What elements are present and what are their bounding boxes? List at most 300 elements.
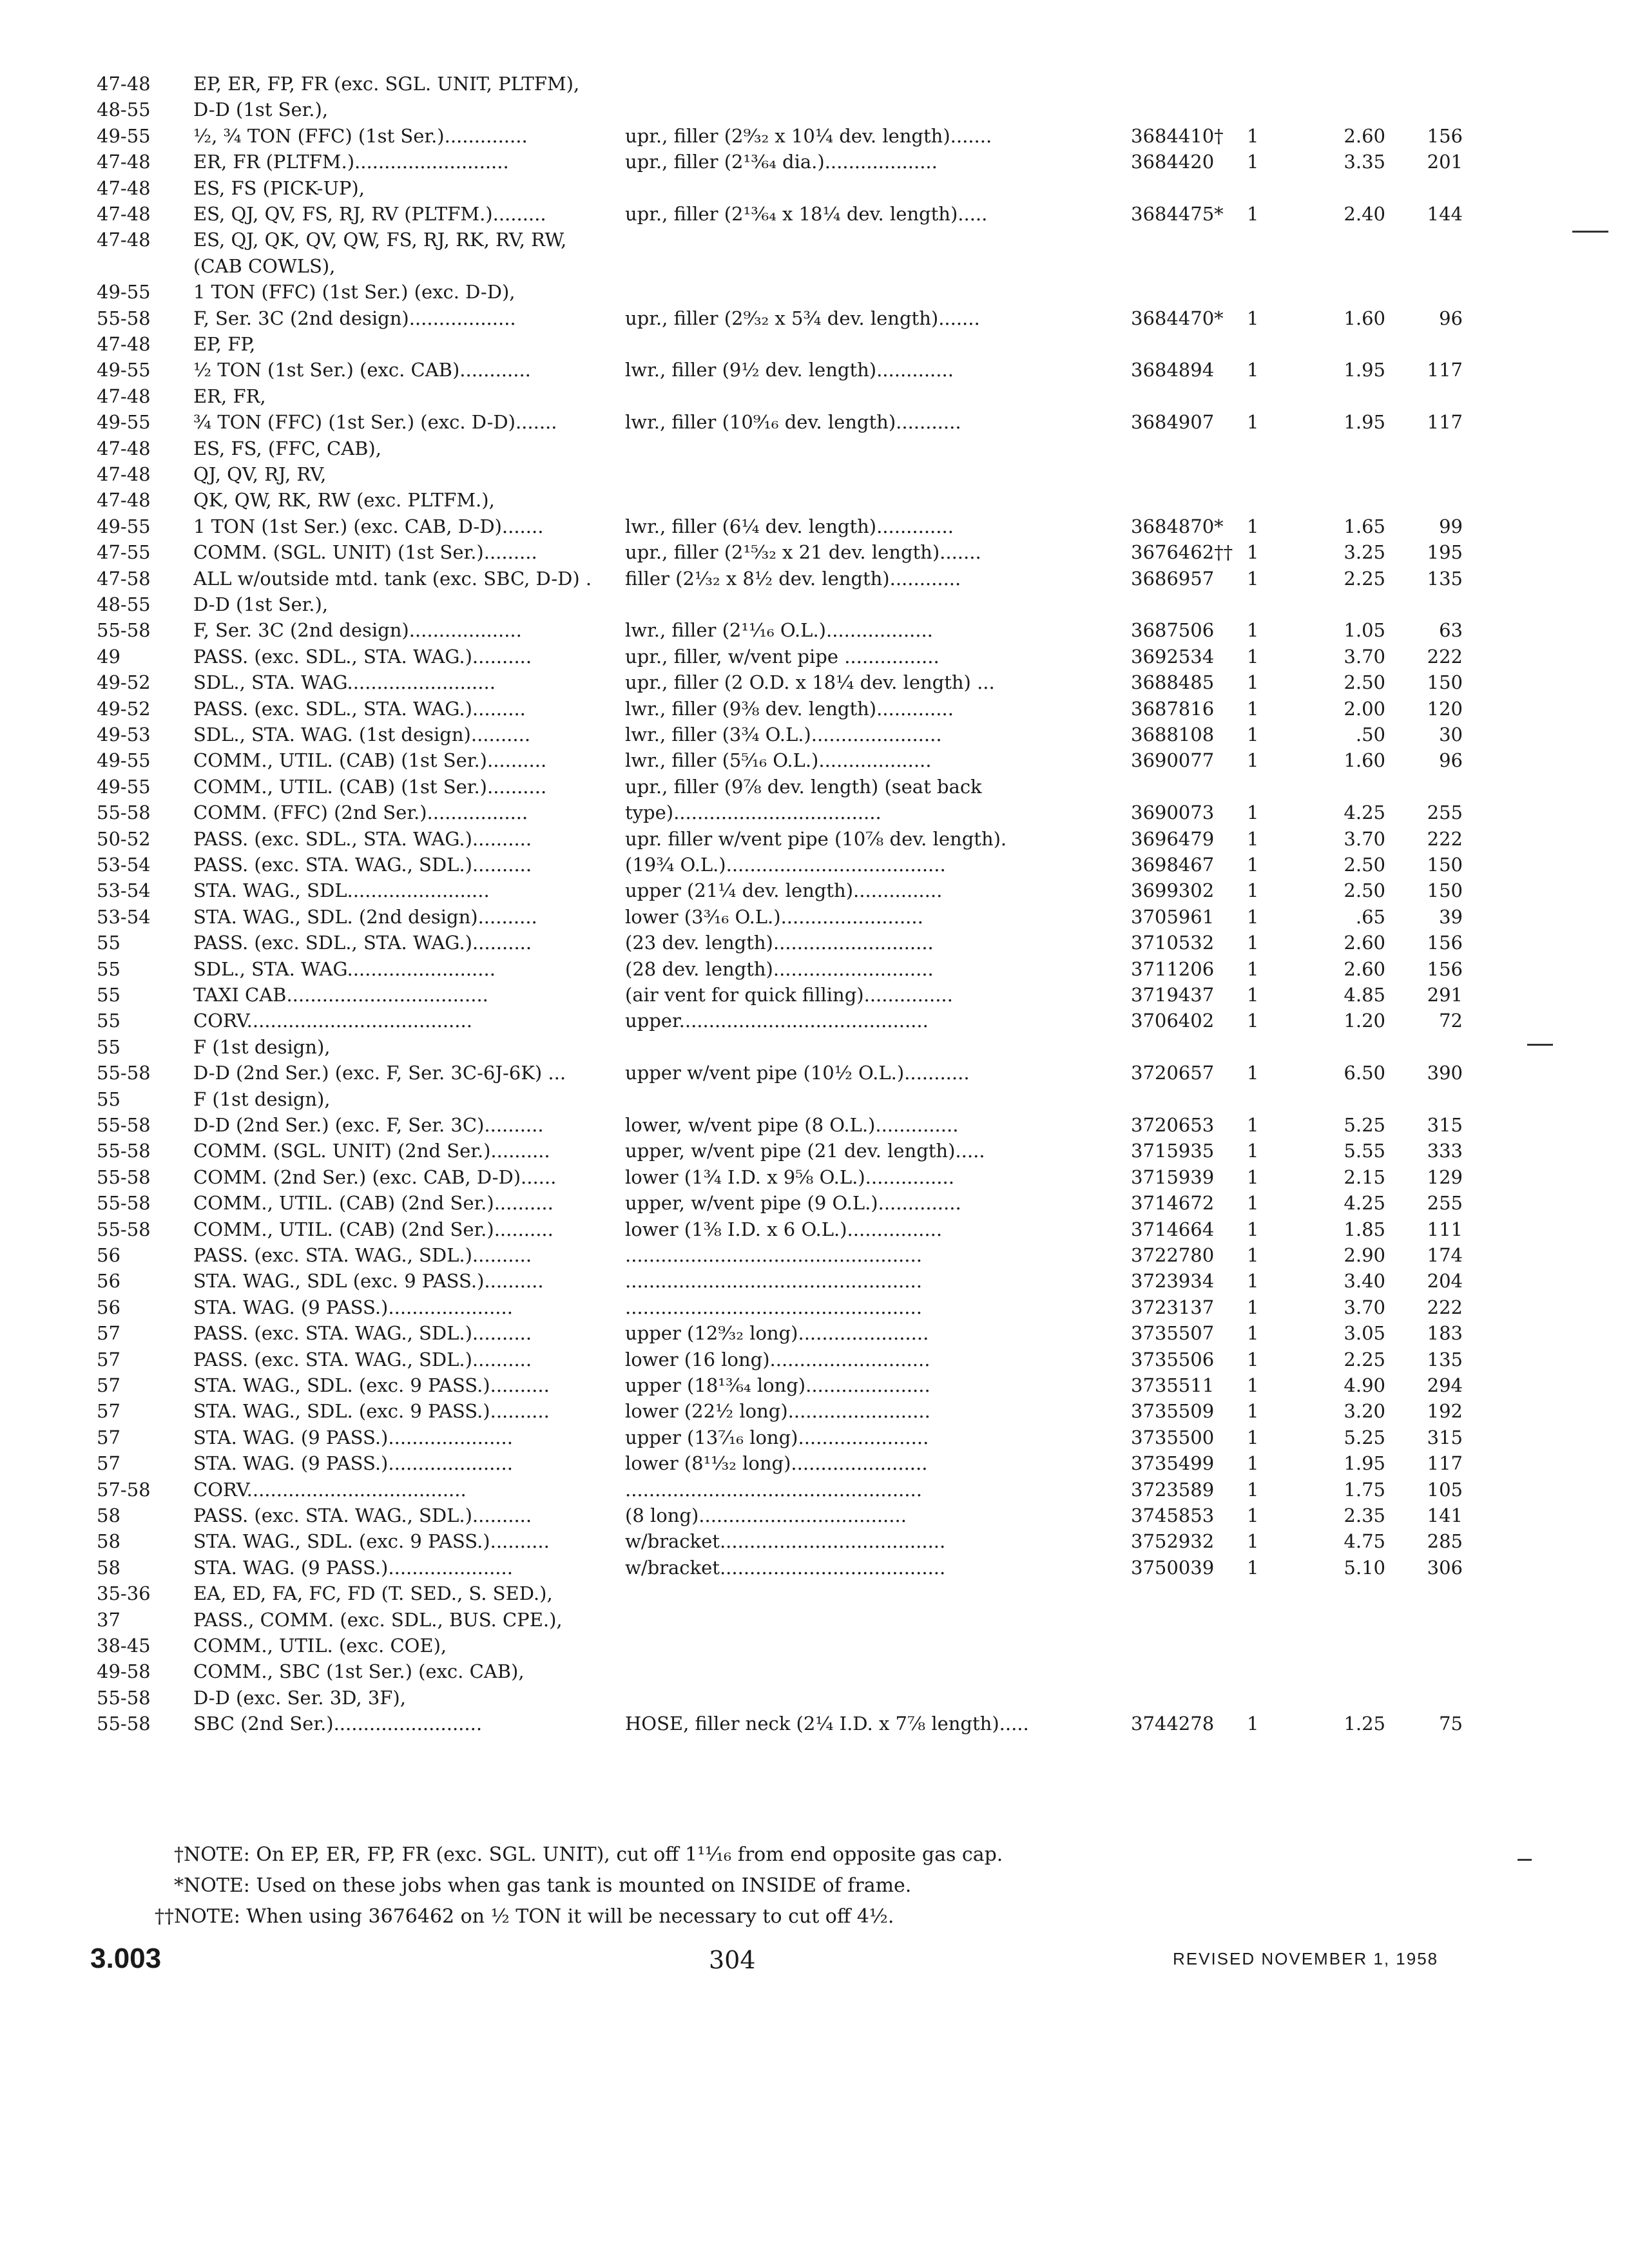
parts-row xyxy=(0,720,1629,749)
row-price: 2.60 xyxy=(1344,957,1385,980)
parts-row xyxy=(0,95,1629,124)
row-years: 53-54 xyxy=(97,879,151,902)
row-description: (19¾ O.L.)..................................... xyxy=(625,854,946,876)
parts-row xyxy=(0,226,1629,254)
row-part-number: 3690073 xyxy=(1131,802,1215,824)
row-list-code: 390 xyxy=(1427,1062,1463,1084)
row-list-code: 111 xyxy=(1427,1218,1463,1240)
row-description: .................................................. xyxy=(625,1478,922,1501)
parts-row xyxy=(0,330,1629,358)
row-years: 47-48 xyxy=(97,385,151,407)
row-years: 55-58 xyxy=(97,1192,151,1215)
row-part-number: 3735511 xyxy=(1131,1374,1215,1396)
row-years: 47-48 xyxy=(97,489,151,512)
row-models: PASS. (exc. STA. WAG., SDL.).......... xyxy=(193,1322,532,1345)
parts-row xyxy=(0,798,1629,827)
row-price: 2.60 xyxy=(1344,932,1385,954)
section-number: 3.003 xyxy=(90,1943,162,1974)
row-years: 56 xyxy=(97,1244,120,1266)
row-list-code: 117 xyxy=(1427,411,1463,434)
row-years: 56 xyxy=(97,1270,120,1293)
row-part-number: 3684907 xyxy=(1131,411,1215,434)
row-price: 1.65 xyxy=(1344,515,1385,537)
row-models: CORV..................................... xyxy=(193,1478,467,1501)
row-quantity: 1 xyxy=(1247,827,1259,850)
row-price: .50 xyxy=(1355,724,1385,745)
row-list-code: 156 xyxy=(1427,957,1463,980)
row-years: 35-36 xyxy=(97,1582,151,1605)
row-years: 49-55 xyxy=(97,411,151,434)
parts-row xyxy=(0,876,1629,905)
row-part-number: 3714664 xyxy=(1131,1218,1215,1240)
parts-row xyxy=(0,1684,1629,1712)
parts-row xyxy=(0,1059,1629,1087)
row-description: upr., filler (2¹⁵⁄₃₂ x 21 dev. length)....... xyxy=(625,541,981,564)
parts-row xyxy=(0,512,1629,541)
row-description: upr., filler (2¹³⁄₆₄ dia.)................... xyxy=(625,151,938,173)
row-list-code: 333 xyxy=(1427,1140,1463,1162)
row-description: upr., filler (2⁹⁄₃₂ x 10¼ dev. length)....... xyxy=(625,124,992,147)
parts-row xyxy=(0,1606,1629,1634)
row-models: COMM. (SGL. UNIT) (2nd Ser.).......... xyxy=(193,1140,550,1162)
parts-row xyxy=(0,408,1629,436)
row-list-code: 204 xyxy=(1427,1270,1463,1293)
row-part-number: 3744278 xyxy=(1131,1713,1215,1735)
parts-row xyxy=(0,642,1629,671)
row-years: 47-48 xyxy=(97,333,151,355)
row-part-number: 3714672 xyxy=(1131,1192,1215,1215)
row-price: 3.40 xyxy=(1344,1270,1385,1293)
row-description: upper (18¹³⁄₆₄ long)..................... xyxy=(625,1374,930,1396)
row-price: 3.05 xyxy=(1344,1322,1385,1345)
row-models: (CAB COWLS), xyxy=(193,255,336,277)
row-years: 55 xyxy=(97,984,120,1006)
row-description: lower (8¹¹⁄₃₂ long)....................... xyxy=(625,1452,928,1475)
parts-row xyxy=(0,434,1629,463)
row-description: upper, w/vent pipe (9 O.L.).............. xyxy=(625,1192,961,1215)
parts-row xyxy=(0,382,1629,410)
row-part-number: 3698467 xyxy=(1131,854,1215,876)
row-quantity: 1 xyxy=(1247,697,1259,720)
row-list-code: 135 xyxy=(1427,1348,1463,1370)
row-years: 57 xyxy=(97,1374,120,1396)
row-price: 5.25 xyxy=(1344,1114,1385,1136)
row-years: 55-58 xyxy=(97,619,151,642)
row-models: STA. WAG. (9 PASS.)..................... xyxy=(193,1556,513,1579)
row-list-code: 129 xyxy=(1427,1166,1463,1188)
row-quantity: 1 xyxy=(1247,1244,1259,1266)
row-description: (23 dev. length)........................... xyxy=(625,932,934,954)
row-description: lwr., filler (2¹¹⁄₁₆ O.L.).................. xyxy=(625,619,933,642)
margin-mark xyxy=(1572,231,1608,233)
parts-row xyxy=(0,304,1629,332)
row-list-code: 255 xyxy=(1427,802,1463,824)
parts-row xyxy=(0,278,1629,306)
row-quantity: 1 xyxy=(1247,1218,1259,1240)
row-quantity: 1 xyxy=(1247,879,1259,902)
row-models: PASS., COMM. (exc. SDL., BUS. CPE.), xyxy=(193,1608,563,1631)
row-price: 5.55 xyxy=(1344,1140,1385,1162)
row-models: EP, FP, xyxy=(193,333,256,355)
row-models: PASS. (exc. STA. WAG., SDL.).......... xyxy=(193,854,532,876)
row-models: PASS. (exc. SDL., STA. WAG.).......... xyxy=(193,932,532,954)
row-list-code: 192 xyxy=(1427,1400,1463,1423)
row-description: (28 dev. length)........................... xyxy=(625,957,934,980)
row-list-code: 195 xyxy=(1427,541,1463,564)
row-years: 48-55 xyxy=(97,99,151,121)
row-part-number: 3684410† xyxy=(1131,124,1224,147)
row-part-number: 3710532 xyxy=(1131,932,1215,954)
parts-row xyxy=(0,1631,1629,1660)
row-years: 55-58 xyxy=(97,1218,151,1240)
parts-row xyxy=(0,1345,1629,1374)
row-part-number: 3705961 xyxy=(1131,905,1215,928)
parts-row xyxy=(0,1527,1629,1555)
row-models: PASS. (exc. SDL., STA. WAG.)......... xyxy=(193,697,526,720)
row-price: 4.90 xyxy=(1344,1374,1385,1396)
row-models: STA. WAG., SDL. (exc. 9 PASS.).......... xyxy=(193,1530,550,1553)
row-list-code: 315 xyxy=(1427,1114,1463,1136)
row-models: COMM., UTIL. (exc. COE), xyxy=(193,1635,447,1657)
row-quantity: 1 xyxy=(1247,567,1259,590)
row-years: 49-55 xyxy=(97,124,151,147)
row-models: STA. WAG., SDL........................ xyxy=(193,879,490,902)
parts-row xyxy=(0,1215,1629,1244)
row-models: COMM., UTIL. (CAB) (1st Ser.).......... xyxy=(193,749,547,772)
parts-row xyxy=(0,1423,1629,1452)
row-quantity: 1 xyxy=(1247,1166,1259,1188)
row-years: 49-55 xyxy=(97,515,151,537)
row-price: 2.25 xyxy=(1344,567,1385,590)
row-quantity: 1 xyxy=(1247,1192,1259,1215)
row-quantity: 1 xyxy=(1247,619,1259,642)
parts-row xyxy=(0,1397,1629,1425)
row-price: 2.40 xyxy=(1344,203,1385,225)
row-quantity: 1 xyxy=(1247,1062,1259,1084)
row-list-code: 96 xyxy=(1439,749,1463,772)
row-price: 1.25 xyxy=(1344,1713,1385,1735)
row-quantity: 1 xyxy=(1247,151,1259,173)
row-description: upr., filler (2¹³⁄₆₄ x 18¼ dev. length)..... xyxy=(625,203,988,225)
row-models: COMM., UTIL. (CAB) (1st Ser.).......... xyxy=(193,775,547,798)
parts-row xyxy=(0,1501,1629,1530)
row-quantity: 1 xyxy=(1247,124,1259,147)
row-list-code: 315 xyxy=(1427,1426,1463,1448)
row-quantity: 1 xyxy=(1247,1140,1259,1162)
row-list-code: 255 xyxy=(1427,1192,1463,1215)
row-list-code: 222 xyxy=(1427,1296,1463,1318)
row-price: 2.60 xyxy=(1344,124,1385,147)
row-price: .65 xyxy=(1355,905,1385,928)
parts-row xyxy=(0,903,1629,931)
row-quantity: 1 xyxy=(1247,1556,1259,1579)
parts-row xyxy=(0,200,1629,228)
row-models: COMM. (SGL. UNIT) (1st Ser.)......... xyxy=(193,541,537,564)
row-models: COMM., UTIL. (CAB) (2nd Ser.).......... xyxy=(193,1192,554,1215)
row-quantity: 1 xyxy=(1247,1114,1259,1136)
row-list-code: 105 xyxy=(1427,1478,1463,1501)
row-part-number: 3723137 xyxy=(1131,1296,1215,1318)
row-quantity: 1 xyxy=(1247,541,1259,564)
row-price: 1.95 xyxy=(1344,411,1385,434)
parts-row xyxy=(0,1475,1629,1504)
row-price: 2.50 xyxy=(1344,671,1385,694)
row-price: 3.70 xyxy=(1344,827,1385,850)
parts-row xyxy=(0,1163,1629,1191)
row-description: lower, w/vent pipe (8 O.L.).............. xyxy=(625,1114,959,1136)
row-description: type)................................... xyxy=(625,802,882,824)
row-models: ALL w/outside mtd. tank (exc. SBC, D-D) . xyxy=(193,567,592,590)
row-models: COMM., SBC (1st Ser.) (exc. CAB), xyxy=(193,1660,525,1683)
row-models: STA. WAG., SDL. (exc. 9 PASS.).......... xyxy=(193,1374,550,1396)
row-years: 55 xyxy=(97,957,120,980)
row-years: 53-54 xyxy=(97,854,151,876)
row-list-code: 222 xyxy=(1427,645,1463,668)
row-part-number: 3684420 xyxy=(1131,151,1215,173)
row-list-code: 183 xyxy=(1427,1322,1463,1345)
row-part-number: 3752932 xyxy=(1131,1530,1215,1553)
row-description: .................................................. xyxy=(625,1244,922,1266)
row-part-number: 3720653 xyxy=(1131,1114,1215,1136)
row-list-code: 294 xyxy=(1427,1374,1463,1396)
row-description: upper, w/vent pipe (21 dev. length)..... xyxy=(625,1140,985,1162)
row-quantity: 1 xyxy=(1247,1713,1259,1735)
page-number: 304 xyxy=(709,1946,756,1974)
row-years: 55-58 xyxy=(97,1166,151,1188)
row-models: QK, QW, RK, RW (exc. PLTFM.), xyxy=(193,489,495,512)
row-years: 57 xyxy=(97,1348,120,1370)
row-models: F (1st design), xyxy=(193,1035,331,1058)
row-models: PASS. (exc. STA. WAG., SDL.).......... xyxy=(193,1244,532,1266)
row-list-code: 120 xyxy=(1427,697,1463,720)
row-models: D-D (2nd Ser.) (exc. F, Ser. 3C-6J-6K) ... xyxy=(193,1062,566,1084)
row-years: 58 xyxy=(97,1530,120,1553)
row-part-number: 3745853 xyxy=(1131,1504,1215,1526)
row-part-number: 3696479 xyxy=(1131,827,1215,850)
row-quantity: 1 xyxy=(1247,984,1259,1006)
parts-row xyxy=(0,928,1629,957)
row-years: 55 xyxy=(97,932,120,954)
row-list-code: 156 xyxy=(1427,932,1463,954)
row-years: 56 xyxy=(97,1296,120,1318)
parts-row xyxy=(0,773,1629,801)
row-price: 3.35 xyxy=(1344,151,1385,173)
parts-row xyxy=(0,1111,1629,1139)
row-part-number: 3750039 xyxy=(1131,1556,1215,1579)
row-part-number: 3688485 xyxy=(1131,671,1215,694)
row-models: ER, FR (PLTFM.).......................... xyxy=(193,151,509,173)
row-quantity: 1 xyxy=(1247,1530,1259,1553)
parts-row xyxy=(0,1293,1629,1321)
row-description: lwr., filler (3¾ O.L.)...................... xyxy=(625,724,942,745)
row-years: 49-55 xyxy=(97,359,151,381)
row-price: 5.25 xyxy=(1344,1426,1385,1448)
row-list-code: 63 xyxy=(1439,619,1463,642)
row-description: lower (16 long)........................... xyxy=(625,1348,930,1370)
row-years: 55-58 xyxy=(97,1114,151,1136)
row-price: 1.20 xyxy=(1344,1010,1385,1032)
row-models: 1 TON (FFC) (1st Ser.) (exc. D-D), xyxy=(193,281,516,303)
row-list-code: 30 xyxy=(1439,724,1463,745)
row-years: 47-48 xyxy=(97,177,151,199)
row-quantity: 1 xyxy=(1247,1296,1259,1318)
row-models: COMM. (2nd Ser.) (exc. CAB, D-D)...... xyxy=(193,1166,557,1188)
row-years: 57 xyxy=(97,1452,120,1475)
parts-row xyxy=(0,981,1629,1009)
row-years: 47-48 xyxy=(97,151,151,173)
parts-row xyxy=(0,668,1629,697)
row-list-code: 75 xyxy=(1439,1713,1463,1735)
row-quantity: 1 xyxy=(1247,1322,1259,1345)
row-part-number: 3723589 xyxy=(1131,1478,1215,1501)
row-years: 57 xyxy=(97,1426,120,1448)
parts-row xyxy=(0,1657,1629,1686)
row-quantity: 1 xyxy=(1247,932,1259,954)
row-price: 3.70 xyxy=(1344,645,1385,668)
row-price: 3.20 xyxy=(1344,1400,1385,1423)
parts-row xyxy=(0,1033,1629,1061)
row-years: 58 xyxy=(97,1556,120,1579)
parts-row xyxy=(0,460,1629,488)
row-quantity: 1 xyxy=(1247,957,1259,980)
row-part-number: 3684475* xyxy=(1131,203,1224,225)
parts-row xyxy=(0,252,1629,280)
row-part-number: 3711206 xyxy=(1131,957,1215,980)
row-years: 38-45 xyxy=(97,1635,151,1657)
row-years: 58 xyxy=(97,1504,120,1526)
row-models: STA. WAG. (9 PASS.)..................... xyxy=(193,1426,513,1448)
row-description: lwr., filler (10⁹⁄₁₆ dev. length)........... xyxy=(625,411,961,434)
parts-row xyxy=(0,1006,1629,1035)
row-models: ½, ¾ TON (FFC) (1st Ser.).............. xyxy=(193,124,528,147)
row-price: 2.50 xyxy=(1344,879,1385,902)
row-models: SDL., STA. WAG......................... xyxy=(193,671,496,694)
row-price: 2.15 xyxy=(1344,1166,1385,1188)
row-part-number: 3722780 xyxy=(1131,1244,1215,1266)
row-description: (air vent for quick filling)............... xyxy=(625,984,953,1006)
row-price: 4.25 xyxy=(1344,1192,1385,1215)
row-models: COMM., UTIL. (CAB) (2nd Ser.).......... xyxy=(193,1218,554,1240)
parts-row xyxy=(0,1553,1629,1582)
row-quantity: 1 xyxy=(1247,1374,1259,1396)
row-description: .................................................. xyxy=(625,1270,922,1293)
row-part-number: 3688108 xyxy=(1131,724,1215,745)
row-models: SDL., STA. WAG. (1st design).......... xyxy=(193,724,531,745)
row-description: lower (1⅜ I.D. x 6 O.L.)................ xyxy=(625,1218,943,1240)
row-price: 1.60 xyxy=(1344,749,1385,772)
row-models: ¾ TON (FFC) (1st Ser.) (exc. D-D)....... xyxy=(193,411,557,434)
row-quantity: 1 xyxy=(1247,411,1259,434)
row-list-code: 285 xyxy=(1427,1530,1463,1553)
row-quantity: 1 xyxy=(1247,307,1259,329)
parts-row xyxy=(0,122,1629,150)
row-models: ER, FR, xyxy=(193,385,266,407)
row-models: ES, QJ, QK, QV, QW, FS, RJ, RK, RV, RW, xyxy=(193,229,567,251)
row-price: 2.50 xyxy=(1344,854,1385,876)
row-years: 47-58 xyxy=(97,567,151,590)
row-price: 1.95 xyxy=(1344,359,1385,381)
row-years: 47-48 xyxy=(97,437,151,459)
row-models: PASS. (exc. STA. WAG., SDL.).......... xyxy=(193,1504,532,1526)
row-models: ½ TON (1st Ser.) (exc. CAB)............ xyxy=(193,359,531,381)
row-years: 49-55 xyxy=(97,281,151,303)
row-part-number: 3720657 xyxy=(1131,1062,1215,1084)
row-description: upper w/vent pipe (10½ O.L.)........... xyxy=(625,1062,970,1084)
row-quantity: 1 xyxy=(1247,671,1259,694)
row-description: lower (3³⁄₁₆ O.L.)........................ xyxy=(625,905,923,928)
parts-row xyxy=(0,825,1629,853)
row-quantity: 1 xyxy=(1247,1426,1259,1448)
row-models: D-D (exc. Ser. 3D, 3F), xyxy=(193,1686,406,1709)
row-models: STA. WAG., SDL. (2nd design).......... xyxy=(193,905,537,928)
row-description: upper (21¼ dev. length)............... xyxy=(625,879,943,902)
row-years: 47-55 xyxy=(97,541,151,564)
row-years: 47-48 xyxy=(97,73,151,95)
row-description: upr., filler (2 O.D. x 18¼ dev. length) ... xyxy=(625,671,995,694)
row-list-code: 150 xyxy=(1427,879,1463,902)
margin-mark xyxy=(1527,1044,1553,1046)
row-quantity: 1 xyxy=(1247,905,1259,928)
row-quantity: 1 xyxy=(1247,1504,1259,1526)
row-part-number: 3692534 xyxy=(1131,645,1215,668)
row-list-code: 135 xyxy=(1427,567,1463,590)
row-description: filler (2¹⁄₃₂ x 8½ dev. length)............ xyxy=(625,567,961,590)
row-years: 57 xyxy=(97,1400,120,1423)
row-models: D-D (2nd Ser.) (exc. F, Ser. 3C).......... xyxy=(193,1114,544,1136)
row-description: lwr., filler (9½ dev. length)............. xyxy=(625,359,954,381)
row-years: 55-58 xyxy=(97,1062,151,1084)
row-part-number: 3735507 xyxy=(1131,1322,1215,1345)
row-description: upr., filler (9⅞ dev. length) (seat back xyxy=(625,775,982,798)
row-list-code: 174 xyxy=(1427,1244,1463,1266)
row-list-code: 141 xyxy=(1427,1504,1463,1526)
row-quantity: 1 xyxy=(1247,1348,1259,1370)
row-years: 57-58 xyxy=(97,1478,151,1501)
row-models: SBC (2nd Ser.)......................... xyxy=(193,1713,483,1735)
row-part-number: 3735500 xyxy=(1131,1426,1215,1448)
row-list-code: 144 xyxy=(1427,203,1463,225)
revision-date: REVISED NOVEMBER 1, 1958 xyxy=(1173,1949,1439,1968)
margin-mark xyxy=(1518,1859,1532,1861)
row-years: 48-55 xyxy=(97,593,151,615)
row-models: EP, ER, FP, FR (exc. SGL. UNIT, PLTFM), xyxy=(193,73,580,95)
parts-row xyxy=(0,746,1629,774)
row-part-number: 3735509 xyxy=(1131,1400,1215,1423)
row-list-code: 156 xyxy=(1427,124,1463,147)
row-years: 55-58 xyxy=(97,802,151,824)
row-description: HOSE, filler neck (2¼ I.D. x 7⅞ length)..... xyxy=(625,1713,1029,1735)
row-years: 49-53 xyxy=(97,724,151,745)
row-price: 5.10 xyxy=(1344,1556,1385,1579)
row-description: upper (13⁷⁄₁₆ long)...................... xyxy=(625,1426,929,1448)
row-years: 47-48 xyxy=(97,203,151,225)
parts-row xyxy=(0,538,1629,566)
row-price: 4.85 xyxy=(1344,984,1385,1006)
row-years: 55 xyxy=(97,1010,120,1032)
row-price: 1.60 xyxy=(1344,307,1385,329)
row-years: 49-52 xyxy=(97,697,151,720)
row-models: ES, FS (PICK-UP), xyxy=(193,177,365,199)
row-models: F, Ser. 3C (2nd design).................. xyxy=(193,307,516,329)
row-years: 53-54 xyxy=(97,905,151,928)
row-models: D-D (1st Ser.), xyxy=(193,99,329,121)
row-description: upr., filler (2⁹⁄₃₂ x 5¾ dev. length)....... xyxy=(625,307,980,329)
row-description: w/bracket...................................... xyxy=(625,1530,946,1553)
row-price: 1.75 xyxy=(1344,1478,1385,1501)
row-description: upper (12⁹⁄₃₂ long)...................... xyxy=(625,1322,929,1345)
row-years: 50-52 xyxy=(97,827,151,850)
parts-row xyxy=(0,1267,1629,1295)
